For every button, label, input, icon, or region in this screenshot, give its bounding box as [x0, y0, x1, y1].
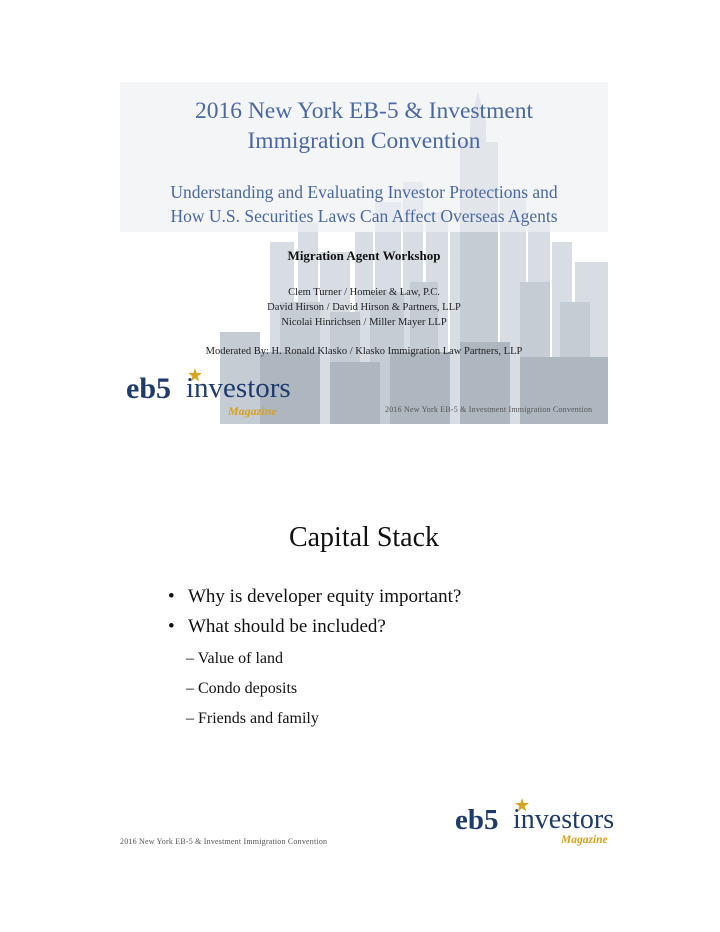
slide-1 — [120, 82, 608, 424]
slide2-footer: 2016 New York EB-5 & Investment Immigration Convention — [120, 837, 328, 846]
logo-investors-text: investors — [513, 804, 615, 835]
bullet-dot: • — [168, 616, 175, 637]
logo-magazine-text: Magazine — [228, 404, 277, 418]
slide1-subtitle-line2: How U.S. Securities Laws Can Affect Overseas Agents — [170, 206, 558, 226]
slide1-footer: 2016 New York EB-5 & Investment Immigration Convention — [385, 405, 593, 414]
dash-marker: – — [186, 680, 194, 697]
bullet-text: Why is developer equity important? — [188, 586, 462, 607]
eb5-investors-logo — [126, 368, 291, 424]
sub-bullet-text: Friends and family — [198, 710, 319, 727]
dash-marker: – — [186, 710, 194, 727]
logo-eb5-text: eb5 — [126, 372, 171, 405]
speaker-3: Nicolai Hinrichsen / Miller Mayer LLP — [281, 317, 447, 328]
bullet-text: What should be included? — [188, 616, 386, 637]
sub-bullet-item — [186, 710, 319, 728]
speaker-2: David Hirson / David Hirson & Partners, LLP — [267, 302, 461, 313]
dash-marker: – — [186, 650, 194, 667]
eb5-investors-logo — [455, 802, 615, 854]
bullet-dot: • — [168, 586, 175, 607]
sub-bullet-item — [186, 650, 283, 668]
logo-investors-text: investors — [186, 372, 291, 404]
slide1-title-line1: 2016 New York EB-5 & Investment — [194, 98, 534, 124]
slide-2 — [120, 490, 615, 860]
slide1-subtitle-line1: Understanding and Evaluating Investor Protections and — [170, 182, 558, 202]
workshop-heading: Migration Agent Workshop — [287, 248, 441, 263]
logo-eb5-text: eb5 — [455, 804, 499, 836]
slide1-title-line2: Immigration Convention — [247, 128, 481, 154]
sub-bullet-text: Condo deposits — [198, 680, 298, 697]
sub-bullet-text: Value of land — [197, 650, 284, 667]
speaker-1: Clem Turner / Homeier & Law, P.C. — [288, 287, 440, 298]
moderator-line: Moderated By: H. Ronald Klasko / Klasko Immigration Law Partners, LLP — [205, 346, 523, 357]
logo-magazine-text: Magazine — [561, 834, 608, 846]
slide2-title: Capital Stack — [288, 522, 440, 553]
sub-bullet-item — [186, 680, 297, 698]
